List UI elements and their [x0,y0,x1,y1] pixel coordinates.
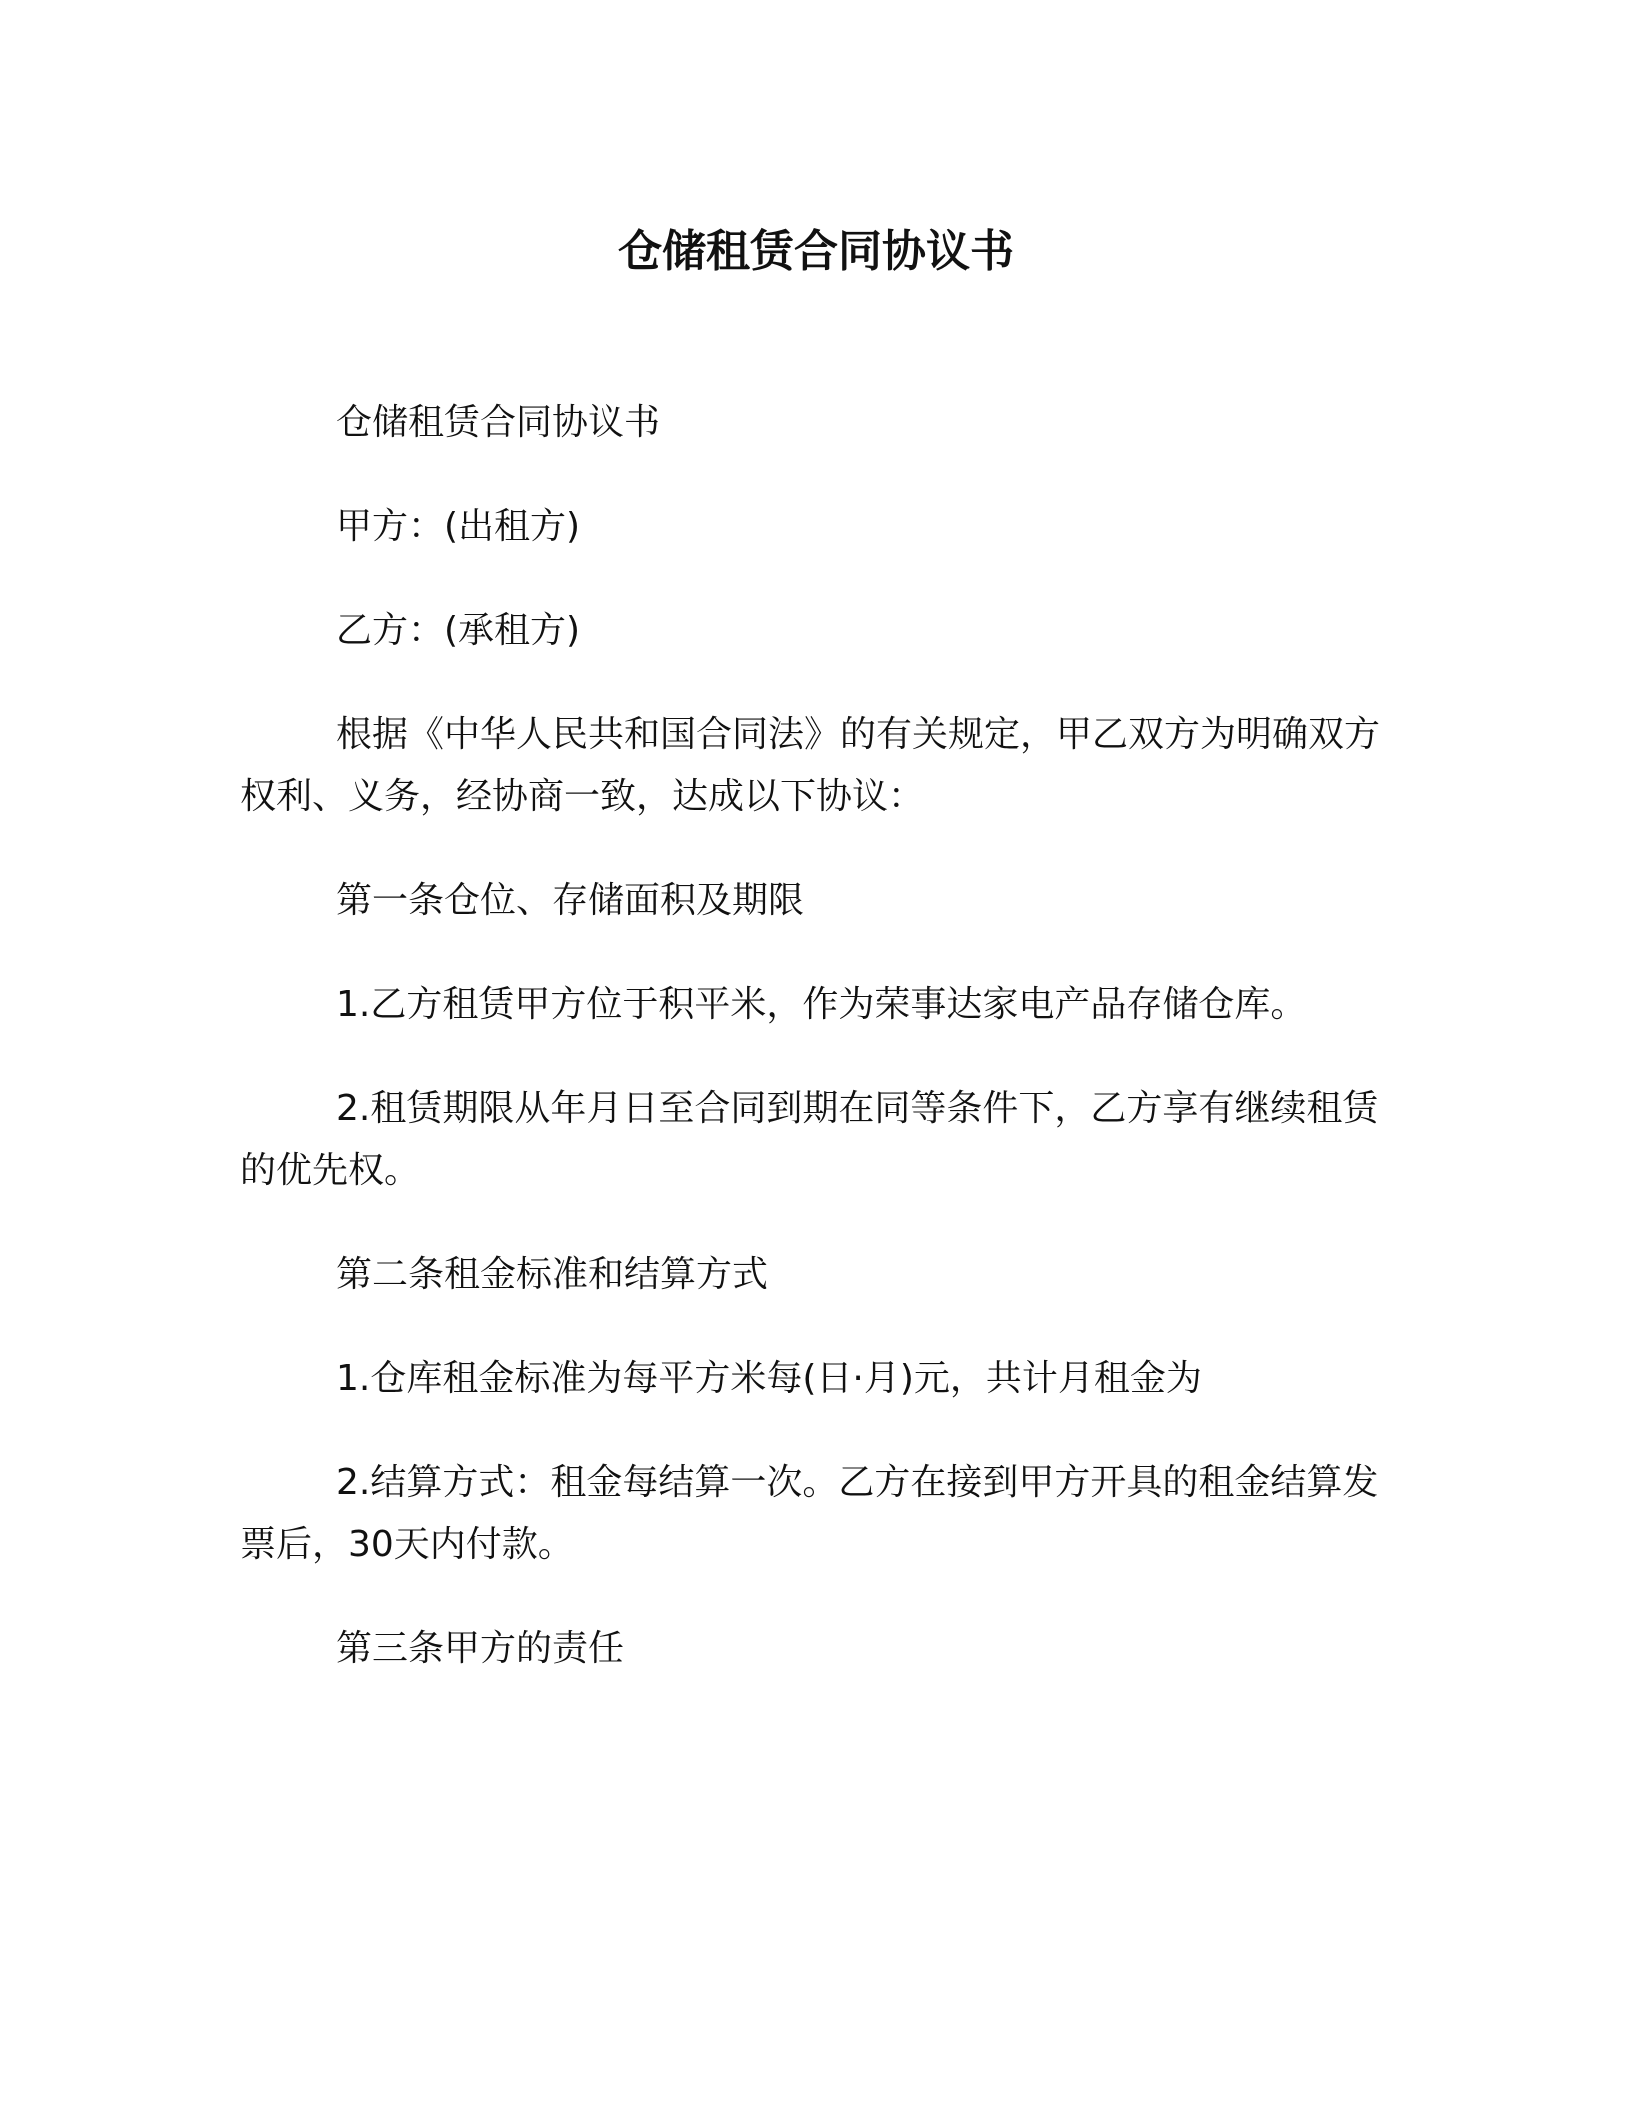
paragraph-article-1-item-2: 2.租赁期限从年月日至合同到期在同等条件下，乙方享有继续租赁的优先权。 [240,1088,1379,1191]
paragraph-article-1-heading: 第一条仓位、存储面积及期限 [336,880,805,921]
paragraph-party-b: 乙方：(承租方) [336,610,581,651]
document-title: 仓储租赁合同协议书 [618,226,1014,277]
document-body [240,392,1392,1722]
paragraph-article-2-heading: 第二条租金标准和结算方式 [336,1254,769,1295]
paragraph-article-2-item-2: 2.结算方式：租金每结算一次。乙方在接到甲方开具的租金结算发票后，30天内付款。 [240,1462,1379,1565]
paragraph-preamble: 根据《中华人民共和国合同法》的有关规定，甲乙双方为明确双方权利、义务，经协商一致，达成以下协议： [240,714,1381,817]
paragraph-subtitle: 仓储租赁合同协议书 [336,402,661,443]
paragraph-article-3-heading: 第三条甲方的责任 [336,1628,625,1669]
paragraph-article-1-item-1: 1.乙方租赁甲方位于积平米，作为荣事达家电产品存储仓库。 [336,984,1307,1025]
paragraph-party-a: 甲方：(出租方) [336,506,581,547]
paragraph-article-2-item-1: 1.仓库租金标准为每平方米每(日·月)元，共计月租金为 [336,1358,1202,1399]
